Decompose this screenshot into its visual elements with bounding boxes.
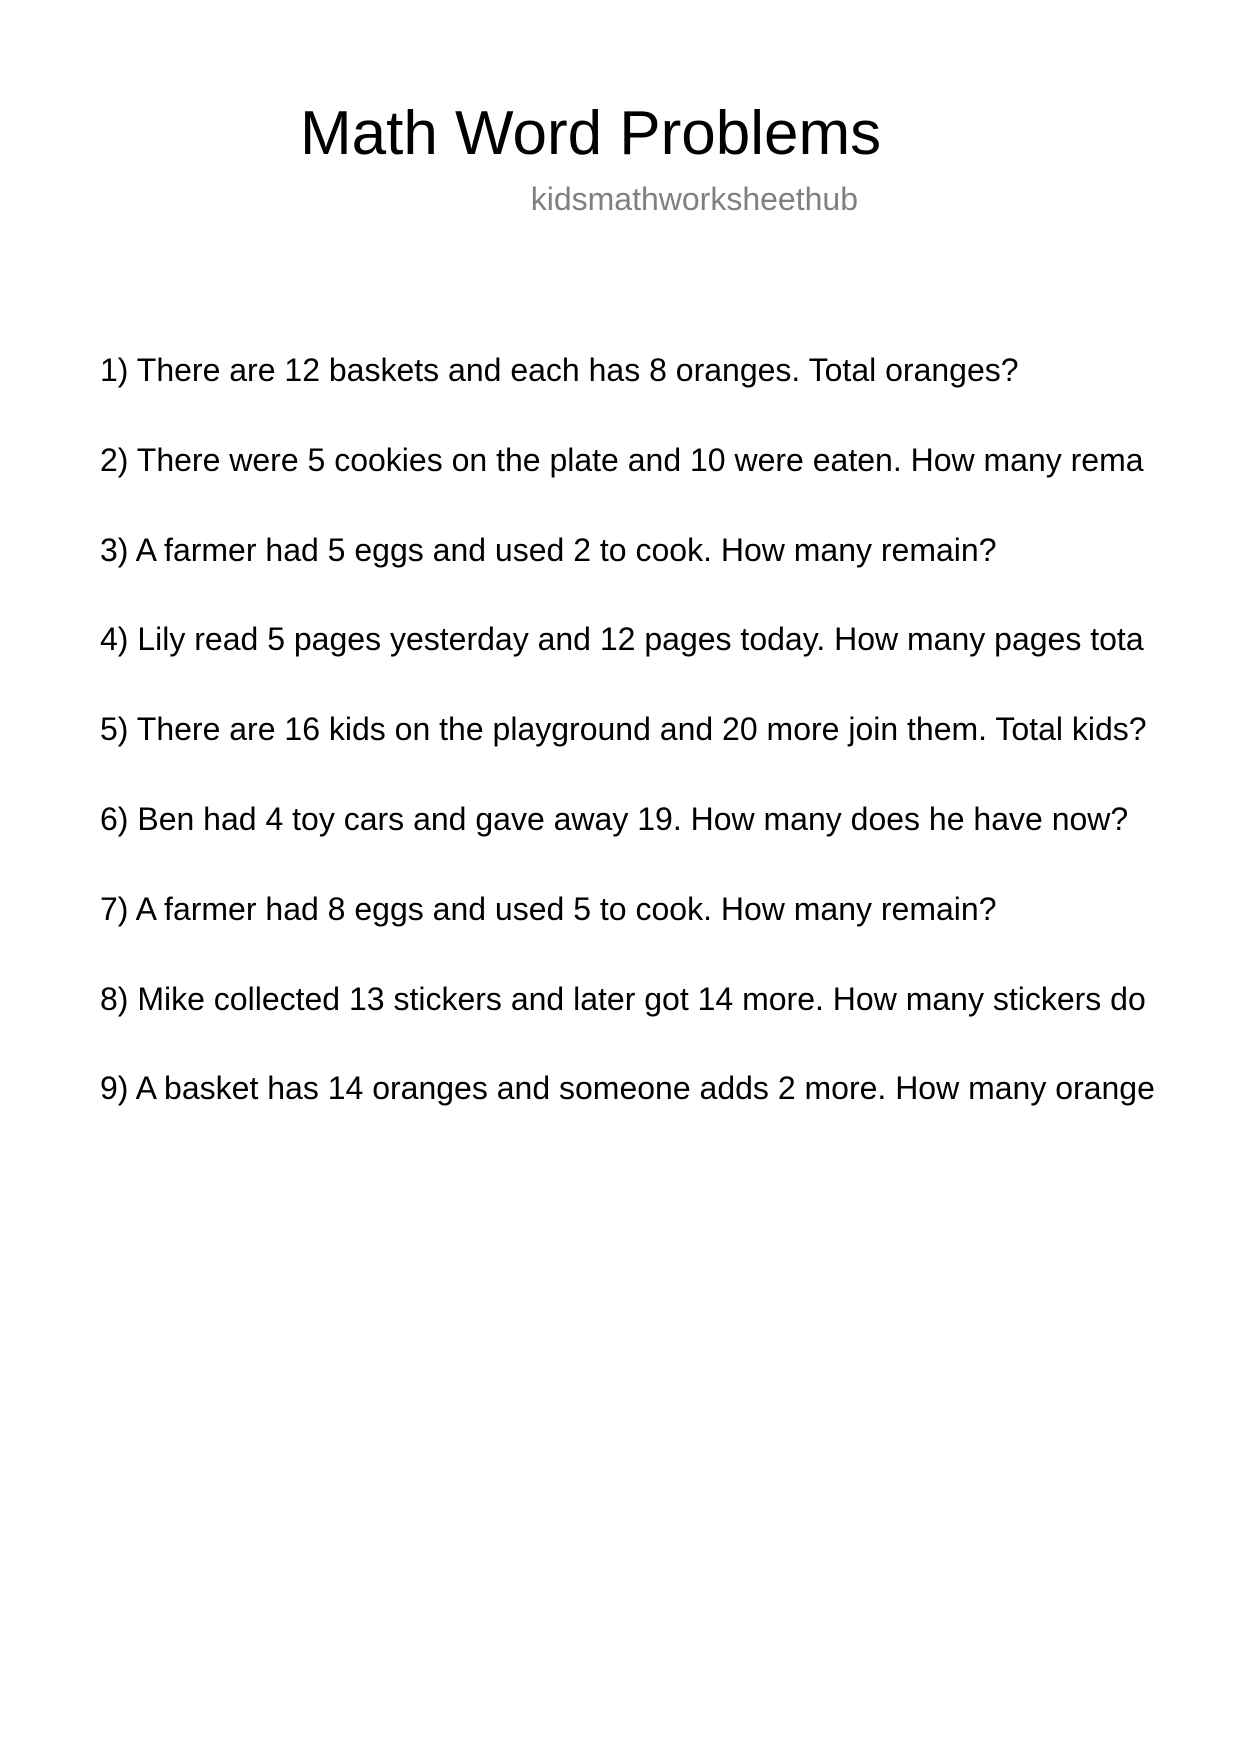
page-title: Math Word Problems xyxy=(300,99,882,168)
problem-item: 4) Lily read 5 pages yesterday and 12 pages today. How many pages tota xyxy=(100,621,1144,658)
problem-item: 6) Ben had 4 toy cars and gave away 19. How many does he have now? xyxy=(100,800,1129,837)
problem-item: 9) A basket has 14 oranges and someone adds 2 more. How many orange xyxy=(100,1070,1155,1107)
problem-item: 2) There were 5 cookies on the plate and 10 were eaten. How many rema xyxy=(100,441,1144,478)
problem-item: 3) A farmer had 5 eggs and used 2 to cook. How many remain? xyxy=(100,531,997,568)
page-subtitle: kidsmathworksheethub xyxy=(530,181,858,217)
problem-list xyxy=(100,350,1240,1158)
problem-item: 8) Mike collected 13 stickers and later got 14 more. How many stickers do xyxy=(100,980,1146,1017)
problem-item: 1) There are 12 baskets and each has 8 oranges. Total oranges? xyxy=(100,352,1019,388)
problem-item: 7) A farmer had 8 eggs and used 5 to cook. How many remain? xyxy=(100,890,997,927)
problem-item: 5) There are 16 kids on the playground and 20 more join them. Total kids? xyxy=(100,711,1147,748)
